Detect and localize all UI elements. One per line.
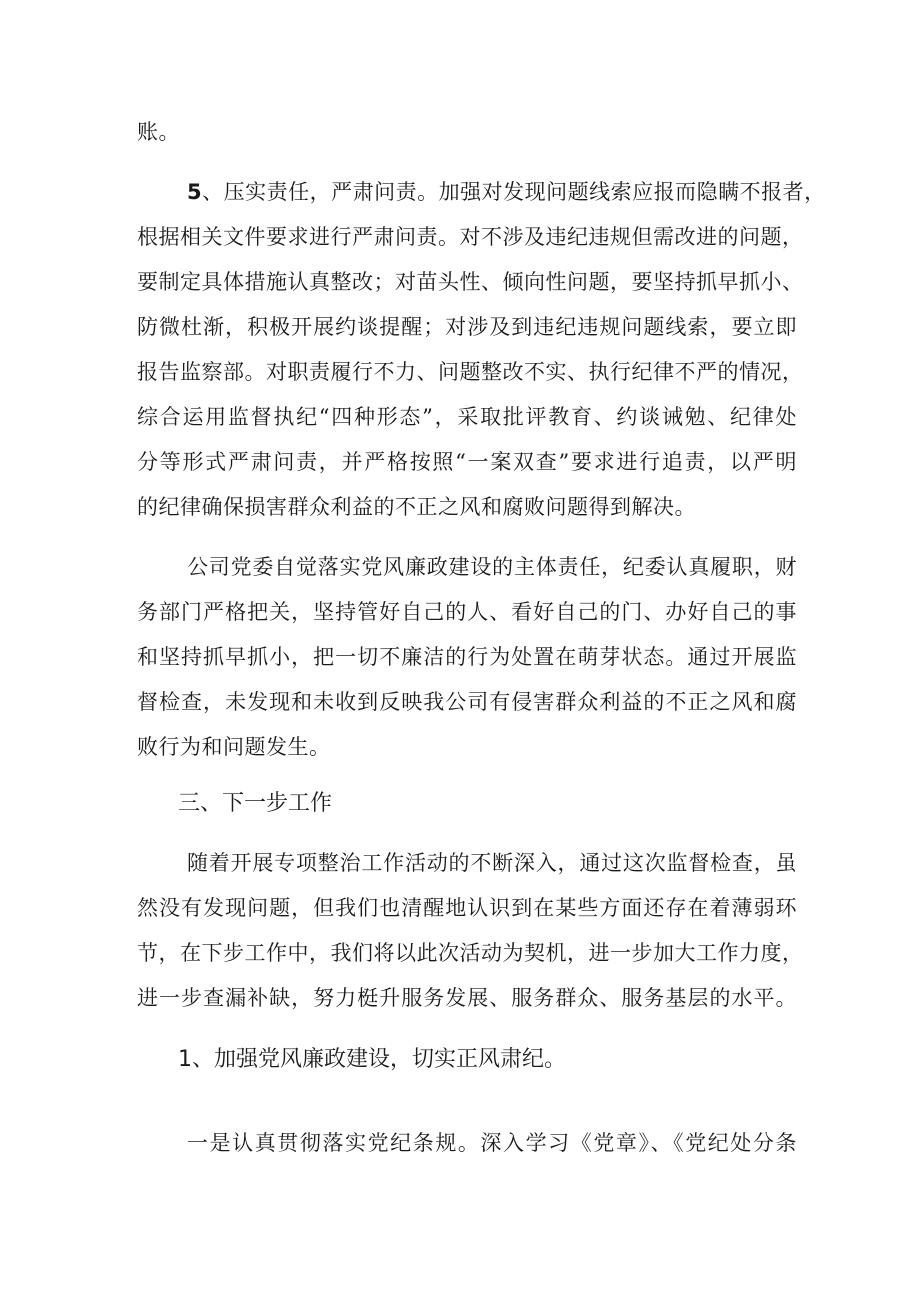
section-three-line: 节，在下步工作中，我们将以此次活动为契机，进一步加大工作力度，: [137, 941, 804, 965]
item-5-line: [187, 177, 826, 207]
subsection-one-title: 1、加强党风廉政建设，切实正风肃纪。: [178, 1047, 566, 1072]
summary-line: 督检查，未发现和未收到反映我公司有侵害群众利益的不正之风和腐: [137, 690, 797, 714]
summary-line: 公司党委自觉落实党风廉政建设的主体责任，纪委认真履职，财: [187, 555, 797, 579]
item-5-line: 分等形式严肃问责，并严格按照“一案双查”要求进行追责，以严明: [137, 450, 797, 474]
item-5-line: 防微杜渐，积极开展约谈提醒；对涉及到违纪违规问题线索，要立即: [137, 315, 797, 339]
item-5-number: 5: [187, 180, 203, 204]
section-three-line: 进一步查漏补缺，努力梃升服务发展、服务群众、服务基层的水平。: [137, 986, 797, 1010]
item-5-line: 报告监察部。对职责履行不力、问题整改不实、执行纪律不严的情况，: [137, 360, 804, 384]
summary-line: 和坚持抓早抓小，把一切不廉洁的行为处置在萌芽状态。通过开展监: [137, 645, 797, 669]
item-5-text: 、压实责任，严肃问责。加强对发现问题线索应报而隐瞒不报者，: [202, 180, 826, 204]
item-5-line: 根据相关文件要求进行严肃问责。对不涉及违纪违规但需改进的问题，: [137, 225, 804, 249]
section-three-line: 然没有发现问题，但我们也清醒地认识到在某些方面还存在着薄弱环: [137, 896, 797, 920]
item-5-line: 要制定具体措施认真整改；对苗头性、倾向性问题，要坚持抓早抓小、: [137, 270, 804, 294]
continuation-text: 账。: [137, 120, 180, 144]
summary-line: 务部门严格把关，坚持管好自己的人、看好自己的门、办好自己的事: [137, 600, 797, 624]
section-three-line: 随着开展专项整治工作活动的不断深入，通过这次监督检查，虽: [187, 851, 797, 875]
item-5-line: 综合运用监督执纪“四种形态”，采取批评教育、约谈诫勉、纪律处: [137, 405, 797, 429]
subsection-one-line: 一是认真贯彻落实党纪条规。深入学习《党章》、《党纪处分条: [187, 1131, 797, 1155]
section-three-title: 三、下一步工作: [178, 791, 333, 816]
summary-line: 败行为和问题发生。: [137, 735, 331, 759]
item-5-line: 的纪律确保损害群众利益的不正之风和腐败问题得到解决。: [137, 495, 696, 519]
